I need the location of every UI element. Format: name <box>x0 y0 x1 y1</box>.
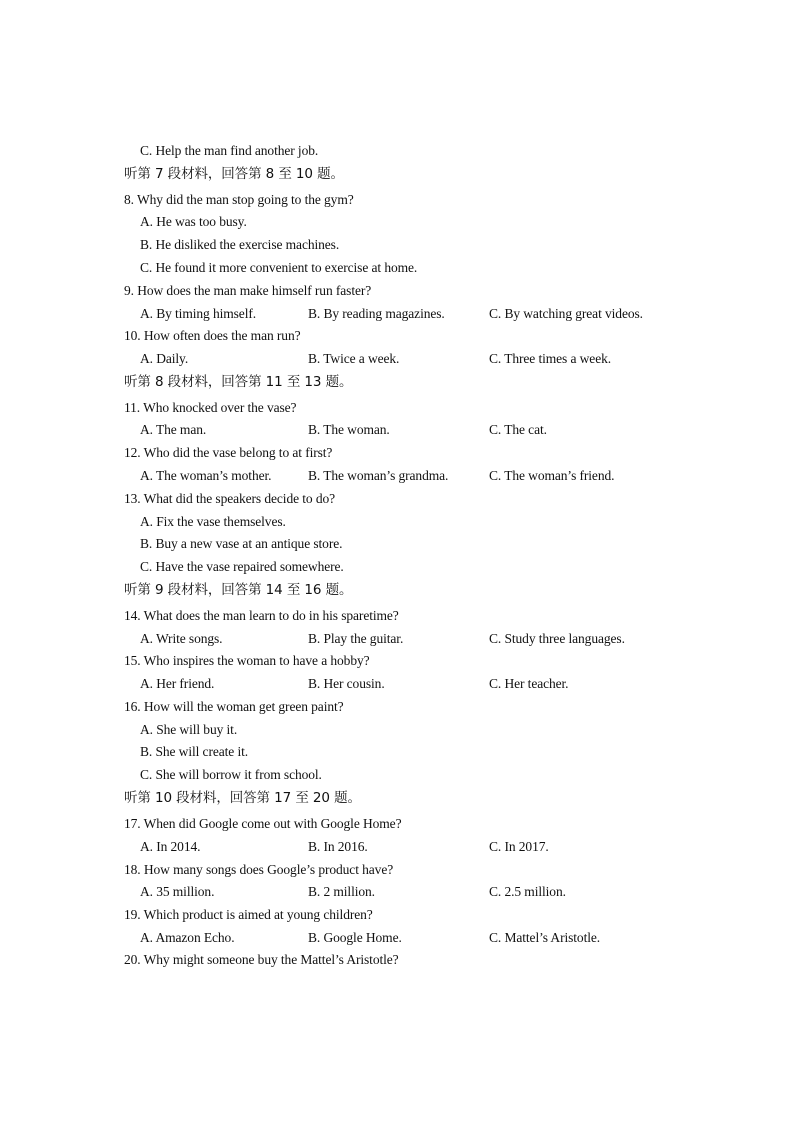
q19-option-a: A. Amazon Echo. <box>140 930 235 945</box>
q14-option-a: A. Write songs. <box>140 631 223 646</box>
q8-option-c: C. He found it more convenient to exercise at home. <box>140 260 418 275</box>
question-14: 14. What does the man learn to do in his sparetime? <box>124 608 399 623</box>
q18-option-c: C. 2.5 million. <box>489 884 566 899</box>
question-15: 15. Who inspires the woman to have a hobby? <box>124 653 370 668</box>
question-18: 18. How many songs does Google’s product have? <box>124 862 394 877</box>
q16-option-b: B. She will create it. <box>140 744 249 759</box>
q15-option-a: A. Her friend. <box>140 676 215 691</box>
q8-option-b: B. He disliked the exercise machines. <box>140 237 340 252</box>
q16-option-a: A. She will buy it. <box>140 722 238 737</box>
q13-option-c: C. Have the vase repaired somewhere. <box>140 559 344 574</box>
q18-option-b: B. 2 million. <box>308 884 375 899</box>
q12-option-c: C. The woman’s friend. <box>489 468 615 483</box>
q15-option-c: C. Her teacher. <box>489 676 569 691</box>
q19-option-c: C. Mattel’s Aristotle. <box>489 930 601 945</box>
question-11: 11. Who knocked over the vase? <box>124 400 297 415</box>
question-19: 19. Which product is aimed at young children? <box>124 907 373 922</box>
q9-option-c: C. By watching great videos. <box>489 306 643 321</box>
question-9: 9. How does the man make himself run faster? <box>124 283 372 298</box>
section-heading-9: 听第 9 段材料，回答第 14 至 16 题。 <box>124 582 353 598</box>
q17-option-b: B. In 2016. <box>308 839 368 854</box>
q14-option-c: C. Study three languages. <box>489 631 625 646</box>
section-heading-7: 听第 7 段材料，回答第 8 至 10 题。 <box>124 166 344 182</box>
q11-option-a: A. The man. <box>140 422 207 437</box>
q17-option-c: C. In 2017. <box>489 839 549 854</box>
q11-option-c: C. The cat. <box>489 422 547 437</box>
q13-option-b: B. Buy a new vase at an antique store. <box>140 536 343 551</box>
q7-option-c: C. Help the man find another job. <box>140 143 319 158</box>
q9-option-b: B. By reading magazines. <box>308 306 445 321</box>
q18-option-a: A. 35 million. <box>140 884 215 899</box>
q9-option-a: A. By timing himself. <box>140 306 257 321</box>
question-16: 16. How will the woman get green paint? <box>124 699 344 714</box>
q10-option-b: B. Twice a week. <box>308 351 400 366</box>
question-17: 17. When did Google come out with Google Home? <box>124 816 402 831</box>
section-heading-10: 听第 10 段材料，回答第 17 至 20 题。 <box>124 790 361 806</box>
q12-option-a: A. The woman’s mother. <box>140 468 272 483</box>
q14-option-b: B. Play the guitar. <box>308 631 404 646</box>
question-20: 20. Why might someone buy the Mattel’s Aristotle? <box>124 952 399 967</box>
question-12: 12. Who did the vase belong to at first? <box>124 445 333 460</box>
q12-option-b: B. The woman’s grandma. <box>308 468 449 483</box>
question-10: 10. How often does the man run? <box>124 328 301 343</box>
q10-option-a: A. Daily. <box>140 351 189 366</box>
q8-option-a: A. He was too busy. <box>140 214 247 229</box>
section-heading-8: 听第 8 段材料，回答第 11 至 13 题。 <box>124 374 353 390</box>
q19-option-b: B. Google Home. <box>308 930 402 945</box>
q10-option-c: C. Three times a week. <box>489 351 612 366</box>
question-13: 13. What did the speakers decide to do? <box>124 491 336 506</box>
q11-option-b: B. The woman. <box>308 422 390 437</box>
question-8: 8. Why did the man stop going to the gym? <box>124 192 354 207</box>
q17-option-a: A. In 2014. <box>140 839 201 854</box>
q15-option-b: B. Her cousin. <box>308 676 385 691</box>
q16-option-c: C. She will borrow it from school. <box>140 767 322 782</box>
q13-option-a: A. Fix the vase themselves. <box>140 514 286 529</box>
